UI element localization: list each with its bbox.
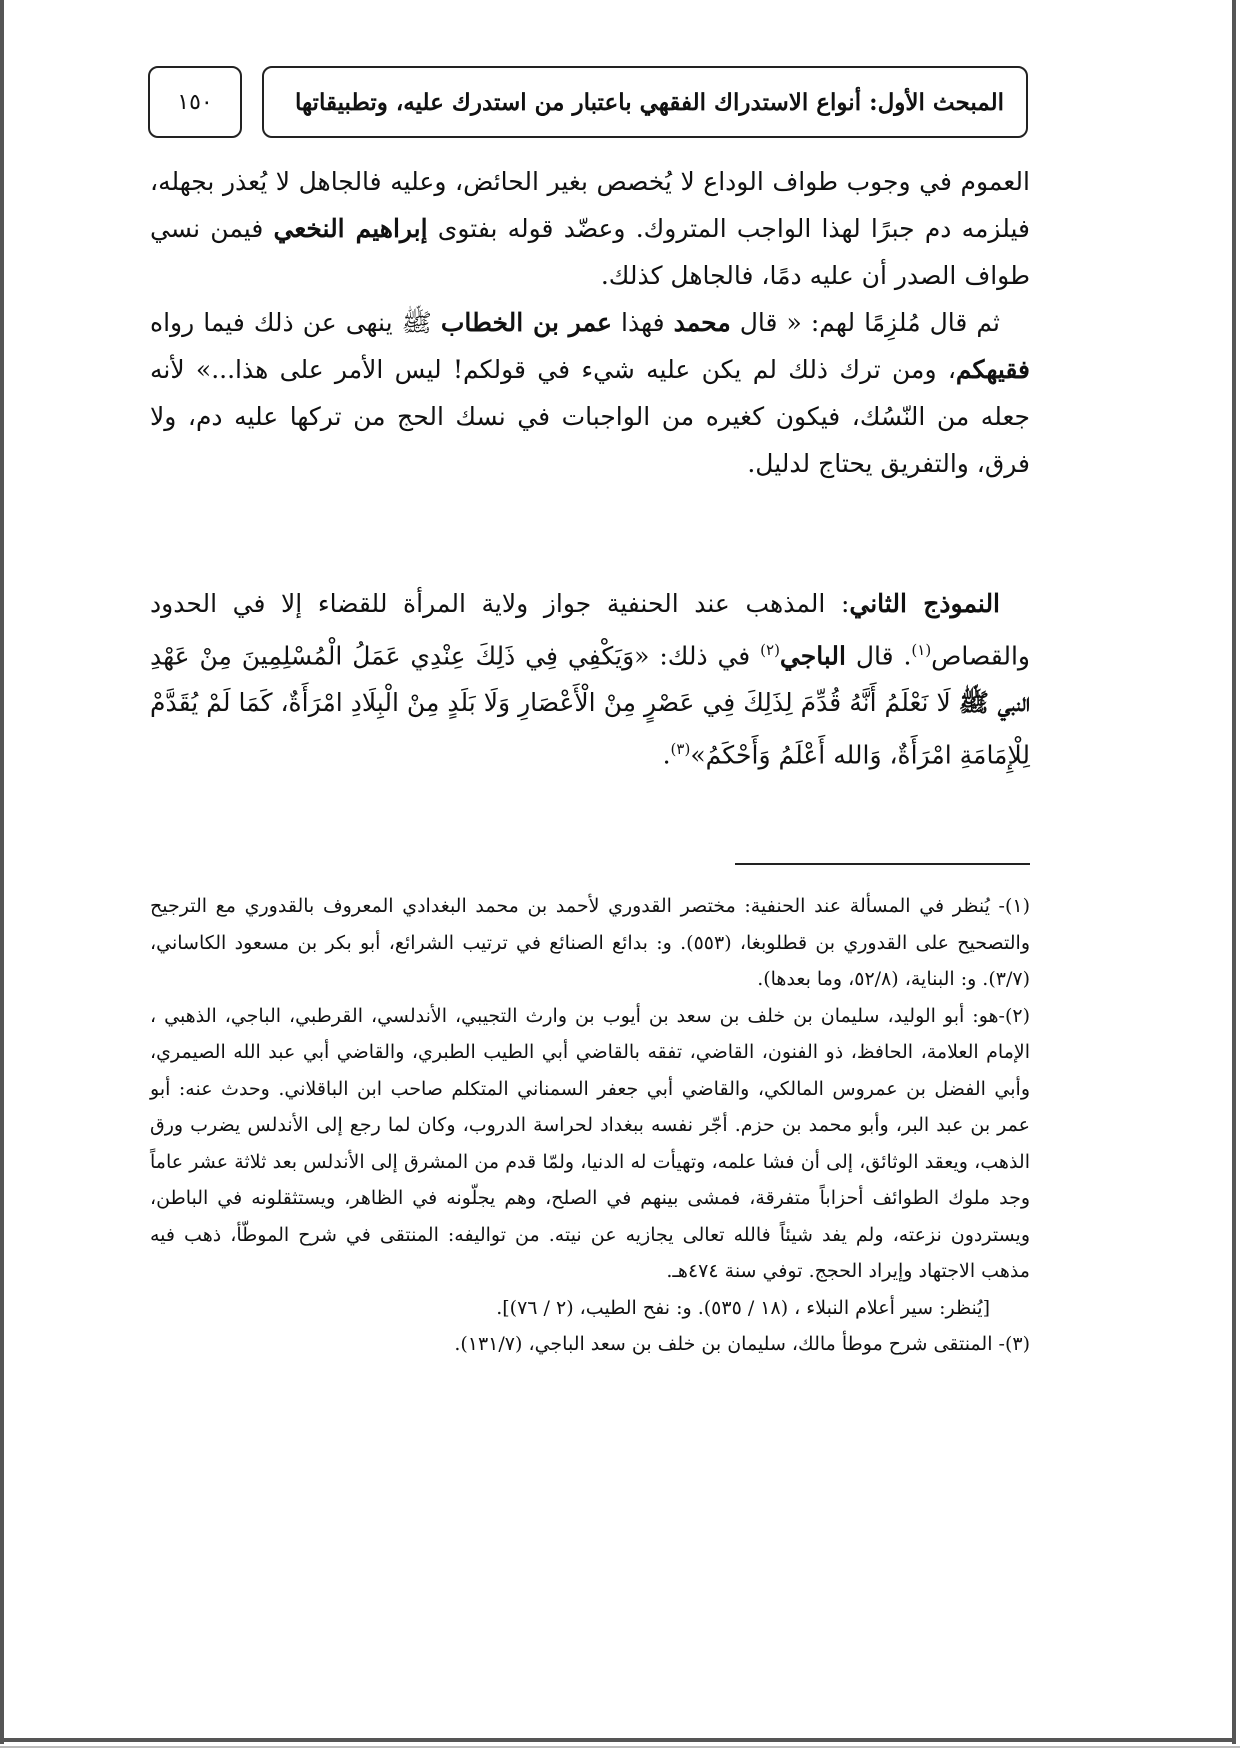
page-number-box <box>148 66 242 138</box>
paragraph-1: العموم في وجوب طواف الوداع لا يُخصص بغير الحائض، وعليه فالجاهل لا يُعذر بجهله، فيلزمه دم جبرًا لهذا الواجب المتروك. وعضّد قوله بفتوى إبراهيم النخعي فيمن نسي طواف الصدر أن عليه دمًا، فالجاهل كذلك. <box>150 167 1030 290</box>
footnote-2-reference: [يُنظر: سير أعلام النبلاء ، (١٨ / ٥٣٥). و: نفح الطيب، (٢ / ٧٦)]. <box>496 1296 990 1319</box>
footnote-1: (١)- يُنظر في المسألة عند الحنفية: مختصر القدوري لأحمد بن محمد البغدادي المعروف بالقدوري مع الترجيح والتصحيح على القدوري بن قطلوبغا، (٥٥٣). و: بدائع الصنائع في ترتيب الشرائع، أبو بكر بن مسعود الكاساني، (٣/٧). و: البناية، (٥٢/٨، وما بعدها). <box>150 895 1030 990</box>
main-text <box>150 158 1030 487</box>
paragraph-2: ثم قال مُلزِمًا لهم: « قال محمد فهذا عمر بن الخطاب ﷺ ينهى عن ذلك فيما رواه فقيهكم، ومن ترك ذلك لم يكن عليه شيء في قولكم! ليس الأمر على هذا...» لأنه جعله من النّسُك، فيكون كغيره من الواجبات في نسك الحج من تركها عليه دم، ولا فرق، والتفريق يحتاج لدليل. <box>150 308 1030 478</box>
footnote-ref-3[interactable]: (٣) <box>670 740 691 759</box>
page-frame-bottom-shadow <box>0 1746 1240 1748</box>
main-text-example-2 <box>150 580 1030 779</box>
footnote-ref-2[interactable]: (٢) <box>760 641 780 659</box>
footnote-3: (٣)- المنتقى شرح موطأ مالك، سليمان بن خلف بن سعد الباجي، (١٣١/٧). <box>454 1333 1030 1355</box>
footnotes <box>150 888 1030 1363</box>
page-number: ١٥٠ <box>177 89 213 115</box>
page-frame-left <box>0 0 4 1744</box>
paragraph-3: النموذج الثاني: المذهب عند الحنفية جواز ولاية المرأة للقضاء إلا في الحدود والقصاص$^{(١)}$. قال الباجي$^{(٢)}$ في ذلك: «وَيَكْفِي فِي ذَلِكَ عِنْدِي عَمَلُ الْمُسْلِمِينَ مِنْ عَهْدِ النبي ﷺ لَا نَعْلَمُ أَنَّهُ قُدِّمَ لِذَلِكَ فِي عَصْرٍ مِنْ الْأَعْصَارِ وَلَا بَلَدٍ مِنْ الْبِلَادِ امْرَأَةٌ، كَمَا لَمْ يُقَدَّمْ لِلْإِمَامَةِ امْرَأَةٌ، وَالله أَعْلَمُ وَأَحْكَمُ»$^{(٣)}$. <box>150 589 1030 770</box>
running-header <box>262 66 1028 138</box>
page-frame-bottom <box>0 1738 1236 1742</box>
running-header-title: المبحث الأول: أنواع الاستدراك الفقهي باعتبار من استدرك عليه، وتطبيقاتها <box>294 88 1004 116</box>
footnote-separator <box>735 863 1030 865</box>
footnote-ref-1[interactable]: (١) <box>911 641 932 659</box>
footnote-2: (٢)-هو: أبو الوليد، سليمان بن خلف بن سعد بن أيوب بن وارث التجيبي، الأندلسي، القرطبي، الباجي، الذهبي ، الإمام العلامة، الحافظ، ذو الفنون، القاضي، تفقه بالقاضي أبي الطيب الطبري، والقاضي أبي عبد الله الصيمري، وأبي الفضل بن عمروس المالكي، والقاضي أبي جعفر السمناني المتكلم صاحب ابن الباقلاني. وحدث عنه: أبو عمر بن عبد البر، وأبو محمد بن حزم. أجّر نفسه ببغداد لحراسة الدروب، وكان لما رجع إلى الأندلس يضرب ورق الذهب، ويعقد الوثائق، إلى أن فشا علمه، وتهيأت له الدنيا، ولمّا قدم من المشرق إلى الأندلس بعد ثلاثة عشر عاماً وجد ملوك الطوائف أحزاباً متفرقة، فمشى بينهم في الصلح، وهم يجلّونه في الظاهر، ويستثقلونه في الباطن، ويستردون نزعته، ولم يفد شيئاً فالله تعالى يجازيه عن نيته. من تواليفه: المنتقى في شرح الموطّأ، ذهب فيه مذهب الاجتهاد وإيراد الحجج. توفي سنة ٤٧٤هـ. <box>150 1004 1030 1282</box>
page-frame-right <box>1232 0 1236 1744</box>
